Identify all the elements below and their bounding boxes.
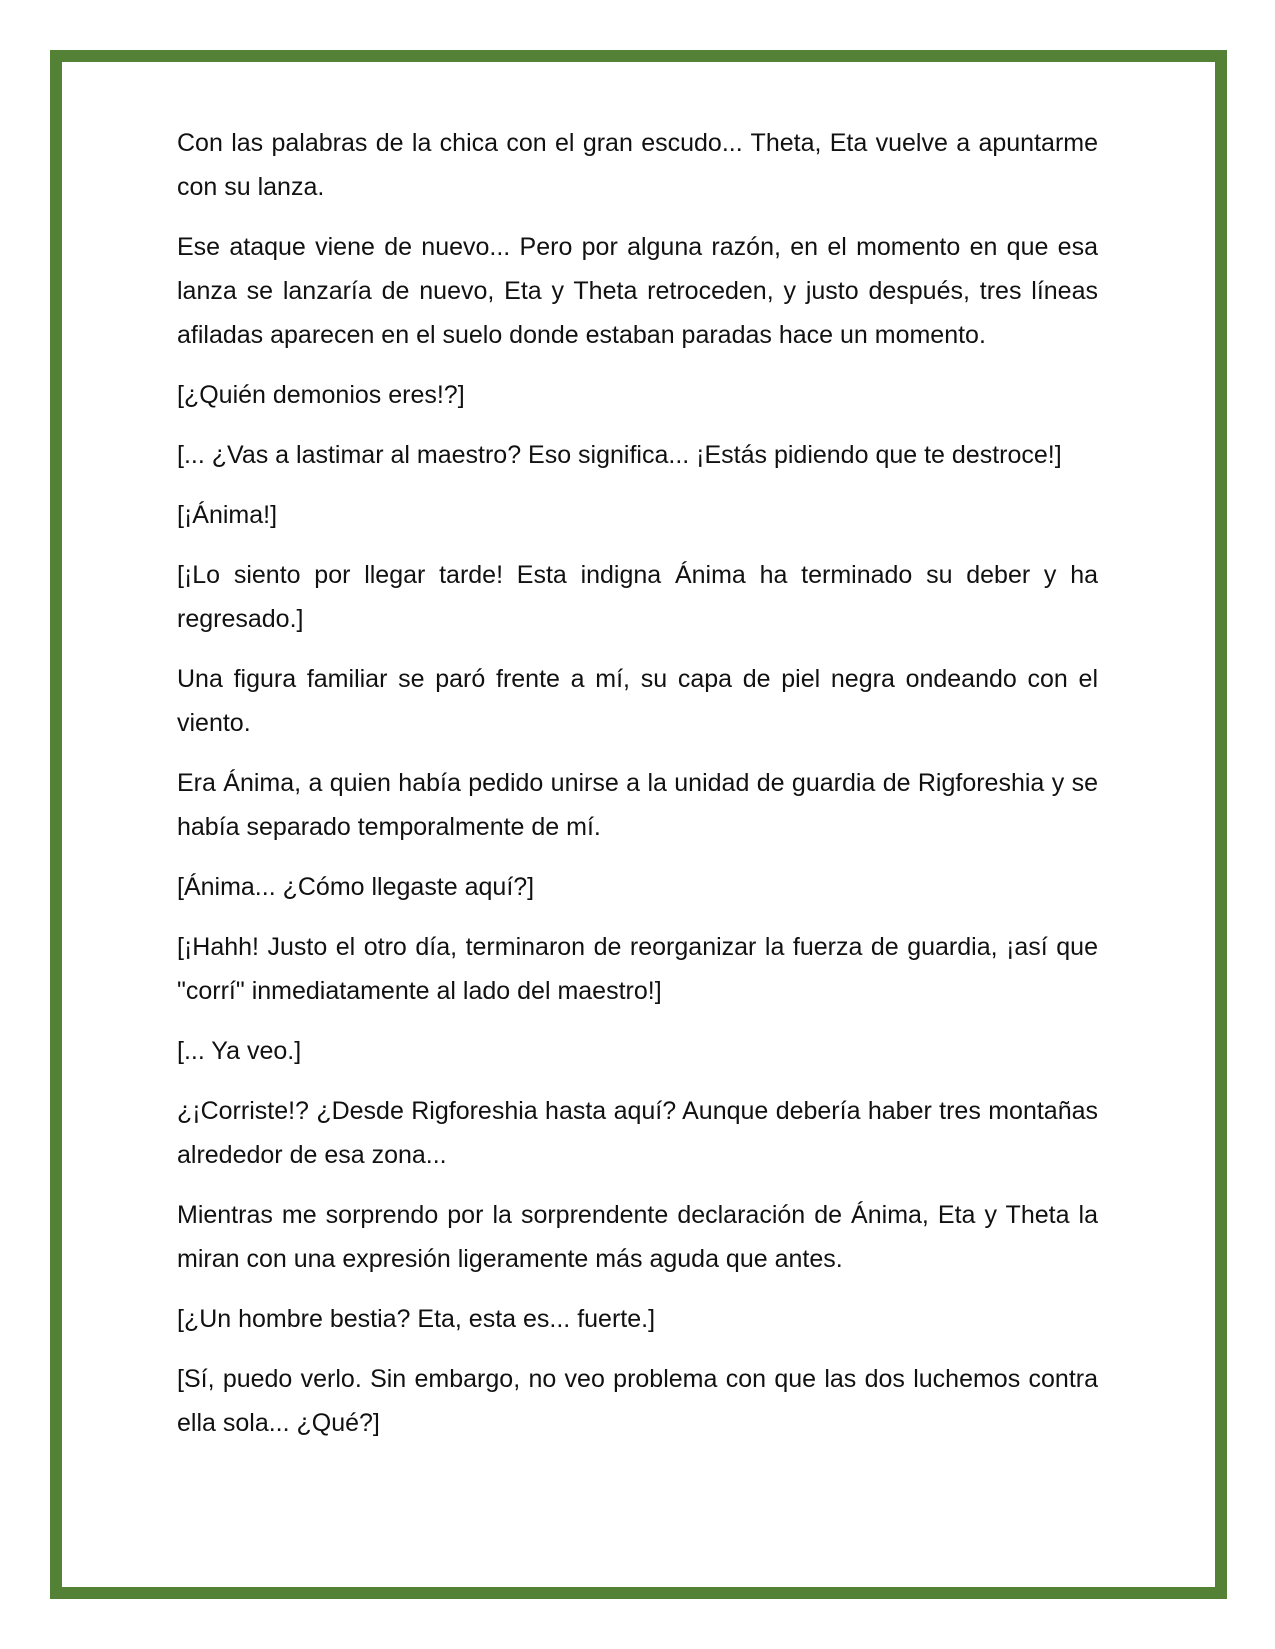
dialogue-line: [¿Quién demonios eres!?] [177,381,465,409]
dialogue-line: [... Ya veo.] [177,1037,302,1065]
paragraph: Era Ánima, a quien había pedido unirse a la unidad de guardia de Rigforeshia y se había separado temporalmente de mí. [177,769,1098,841]
dialogue-line: [¡Lo siento por llegar tarde! Esta indigna Ánima ha terminado su deber y ha regresado.] [177,561,1098,633]
dialogue-line: [¡Hahh! Justo el otro día, terminaron de reorganizar la fuerza de guardia, ¡así que "corrí" inmediatamente al lado del maestro!] [177,933,1098,1005]
paragraph: Ese ataque viene de nuevo... Pero por alguna razón, en el momento en que esa lanza se lanzaría de nuevo, Eta y Theta retroceden, y justo después, tres líneas afiladas aparecen en el suelo donde estaban paradas hace un momento. [177,233,1098,349]
paragraph: Una figura familiar se paró frente a mí, su capa de piel negra ondeando con el viento. [177,665,1098,737]
dialogue-line: [¡Ánima!] [177,501,278,529]
dialogue-line: [¿Un hombre bestia? Eta, esta es... fuerte.] [177,1305,656,1333]
paragraph: Mientras me sorprendo por la sorprendente declaración de Ánima, Eta y Theta la miran con una expresión ligeramente más aguda que antes. [177,1201,1098,1273]
paragraph: Con las palabras de la chica con el gran escudo... Theta, Eta vuelve a apuntarme con su lanza. [177,129,1098,201]
document-body [177,121,1098,1461]
dialogue-line: [... ¿Vas a lastimar al maestro? Eso significa... ¡Estás pidiendo que te destroce!] [177,441,1062,469]
dialogue-line: [Ánima... ¿Cómo llegaste aquí?] [177,873,535,901]
paragraph: ¿¡Corriste!? ¿Desde Rigforeshia hasta aquí? Aunque debería haber tres montañas alrededor de esa zona... [177,1097,1098,1169]
dialogue-line: [Sí, puedo verlo. Sin embargo, no veo problema con que las dos luchemos contra ella sola... ¿Qué?] [177,1365,1098,1437]
